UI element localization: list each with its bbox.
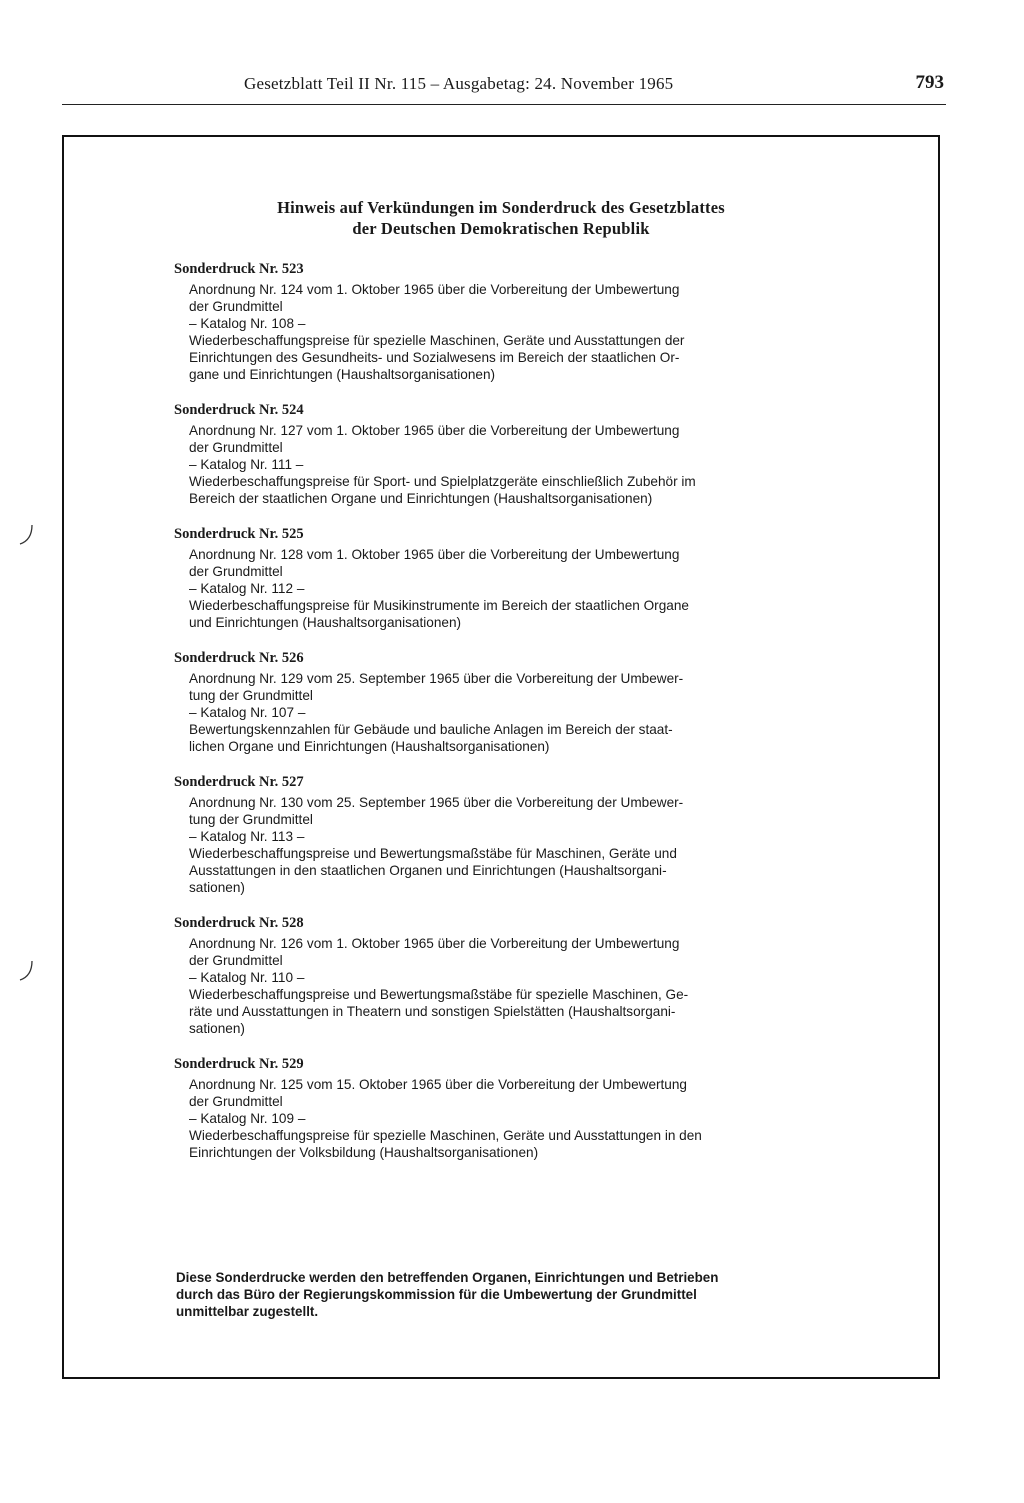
entry-catalog: – Katalog Nr. 113 – <box>189 829 305 844</box>
closing-line: durch das Büro der Regierungskommission für die Umbewertung der Grundmittel <box>176 1287 697 1302</box>
entry-line: Wiederbeschaffungspreise und Bewertungsmaßstäbe für Maschinen, Geräte und <box>189 846 677 861</box>
entry-line: gane und Einrichtungen (Haushaltsorganisationen) <box>189 367 496 382</box>
closing-line: Diese Sonderdrucke werden den betreffenden Organen, Einrichtungen und Betrieben <box>176 1270 719 1285</box>
entry-line: Wiederbeschaffungspreise für Musikinstrumente im Bereich der staatlichen Organe <box>189 598 689 613</box>
entry-heading: Sonderdruck Nr. 523 <box>174 261 304 277</box>
entry-heading: Sonderdruck Nr. 527 <box>174 774 304 790</box>
notice-title-line: der Deutschen Demokratischen Republik <box>352 219 650 238</box>
entry-body <box>189 794 830 896</box>
entry-line: und Einrichtungen (Haushaltsorganisationen) <box>189 615 462 630</box>
entry-line: Anordnung Nr. 130 vom 25. September 1965 über die Vorbereitung der Umbewer- <box>189 795 684 810</box>
margin-check-mark-icon <box>18 960 36 982</box>
page-number: 793 <box>915 72 944 93</box>
entry-catalog: – Katalog Nr. 108 – <box>189 316 306 331</box>
entry-body <box>189 422 830 507</box>
entry-heading: Sonderdruck Nr. 524 <box>174 402 304 418</box>
header-title: Gesetzblatt Teil II Nr. 115 – Ausgabetag: 24. November 1965 <box>244 74 674 93</box>
entry-line: Ausstattungen in den staatlichen Organen und Einrichtungen (Haushaltsorgani- <box>189 863 667 878</box>
entry-body <box>189 546 830 631</box>
header-rule <box>62 104 946 105</box>
entry-body <box>189 935 830 1037</box>
entry-line: Einrichtungen der Volksbildung (Haushaltsorganisationen) <box>189 1145 539 1160</box>
entry-line: der Grundmittel <box>189 1094 283 1109</box>
entry-heading: Sonderdruck Nr. 528 <box>174 915 304 931</box>
entry-catalog: – Katalog Nr. 107 – <box>189 705 306 720</box>
entry-line: Wiederbeschaffungspreise und Bewertungsmaßstäbe für spezielle Maschinen, Ge- <box>189 987 689 1002</box>
entry-body <box>189 670 830 755</box>
entry-heading: Sonderdruck Nr. 525 <box>174 526 304 542</box>
entry-line: Wiederbeschaffungspreise für Sport- und Spielplatzgeräte einschließlich Zubehör im <box>189 474 696 489</box>
margin-check-mark-icon <box>18 524 36 546</box>
sonderdruck-entry-529 <box>174 1056 830 1161</box>
entry-line: Bewertungskennzahlen für Gebäude und bauliche Anlagen im Bereich der staat- <box>189 722 673 737</box>
notice-title-line: Hinweis auf Verkündungen im Sonderdruck des Gesetzblattes <box>277 198 725 217</box>
sonderdruck-entry-526 <box>174 650 830 755</box>
sonderdruck-entry-528 <box>174 915 830 1037</box>
sonderdruck-entry-523 <box>174 261 830 383</box>
closing-note <box>176 1269 830 1320</box>
entry-line: Anordnung Nr. 129 vom 25. September 1965 über die Vorbereitung der Umbewer- <box>189 671 684 686</box>
closing-line: unmittelbar zugestellt. <box>176 1304 319 1319</box>
entry-line: der Grundmittel <box>189 440 283 455</box>
sonderdruck-entry-524 <box>174 402 830 507</box>
sonderdruck-entry-527 <box>174 774 830 896</box>
entry-line: der Grundmittel <box>189 299 283 314</box>
entry-catalog: – Katalog Nr. 110 – <box>189 970 305 985</box>
entry-line: der Grundmittel <box>189 564 283 579</box>
entry-line: Einrichtungen des Gesundheits- und Sozialwesens im Bereich der staatlichen Or- <box>189 350 680 365</box>
entry-line: Anordnung Nr. 124 vom 1. Oktober 1965 über die Vorbereitung der Umbewertung <box>189 282 680 297</box>
entry-line: Anordnung Nr. 125 vom 15. Oktober 1965 über die Vorbereitung der Umbewertung <box>189 1077 687 1092</box>
entry-line: der Grundmittel <box>189 953 283 968</box>
entry-catalog: – Katalog Nr. 109 – <box>189 1111 306 1126</box>
page-header <box>244 74 944 100</box>
entry-line: Wiederbeschaffungspreise für spezielle Maschinen, Geräte und Ausstattungen der <box>189 333 685 348</box>
entry-line: sationen) <box>189 1021 245 1036</box>
entry-line: lichen Organe und Einrichtungen (Haushaltsorganisationen) <box>189 739 550 754</box>
entry-catalog: – Katalog Nr. 112 – <box>189 581 305 596</box>
entry-line: Bereich der staatlichen Organe und Einrichtungen (Haushaltsorganisationen) <box>189 491 653 506</box>
entry-body <box>189 281 830 383</box>
entry-line: Wiederbeschaffungspreise für spezielle Maschinen, Geräte und Ausstattungen in den <box>189 1128 702 1143</box>
entry-line: räte und Ausstattungen in Theatern und sonstigen Spielstätten (Haushaltsorgani- <box>189 1004 676 1019</box>
entry-heading: Sonderdruck Nr. 529 <box>174 1056 304 1072</box>
entry-line: Anordnung Nr. 128 vom 1. Oktober 1965 über die Vorbereitung der Umbewertung <box>189 547 680 562</box>
entry-line: Anordnung Nr. 127 vom 1. Oktober 1965 über die Vorbereitung der Umbewertung <box>189 423 680 438</box>
entry-line: sationen) <box>189 880 245 895</box>
sonderdruck-list <box>174 261 830 1180</box>
entry-body <box>189 1076 830 1161</box>
notice-title <box>62 197 940 239</box>
entry-line: tung der Grundmittel <box>189 688 313 703</box>
entry-line: tung der Grundmittel <box>189 812 313 827</box>
sonderdruck-entry-525 <box>174 526 830 631</box>
entry-catalog: – Katalog Nr. 111 – <box>189 457 304 472</box>
entry-line: Anordnung Nr. 126 vom 1. Oktober 1965 über die Vorbereitung der Umbewertung <box>189 936 680 951</box>
entry-heading: Sonderdruck Nr. 526 <box>174 650 304 666</box>
